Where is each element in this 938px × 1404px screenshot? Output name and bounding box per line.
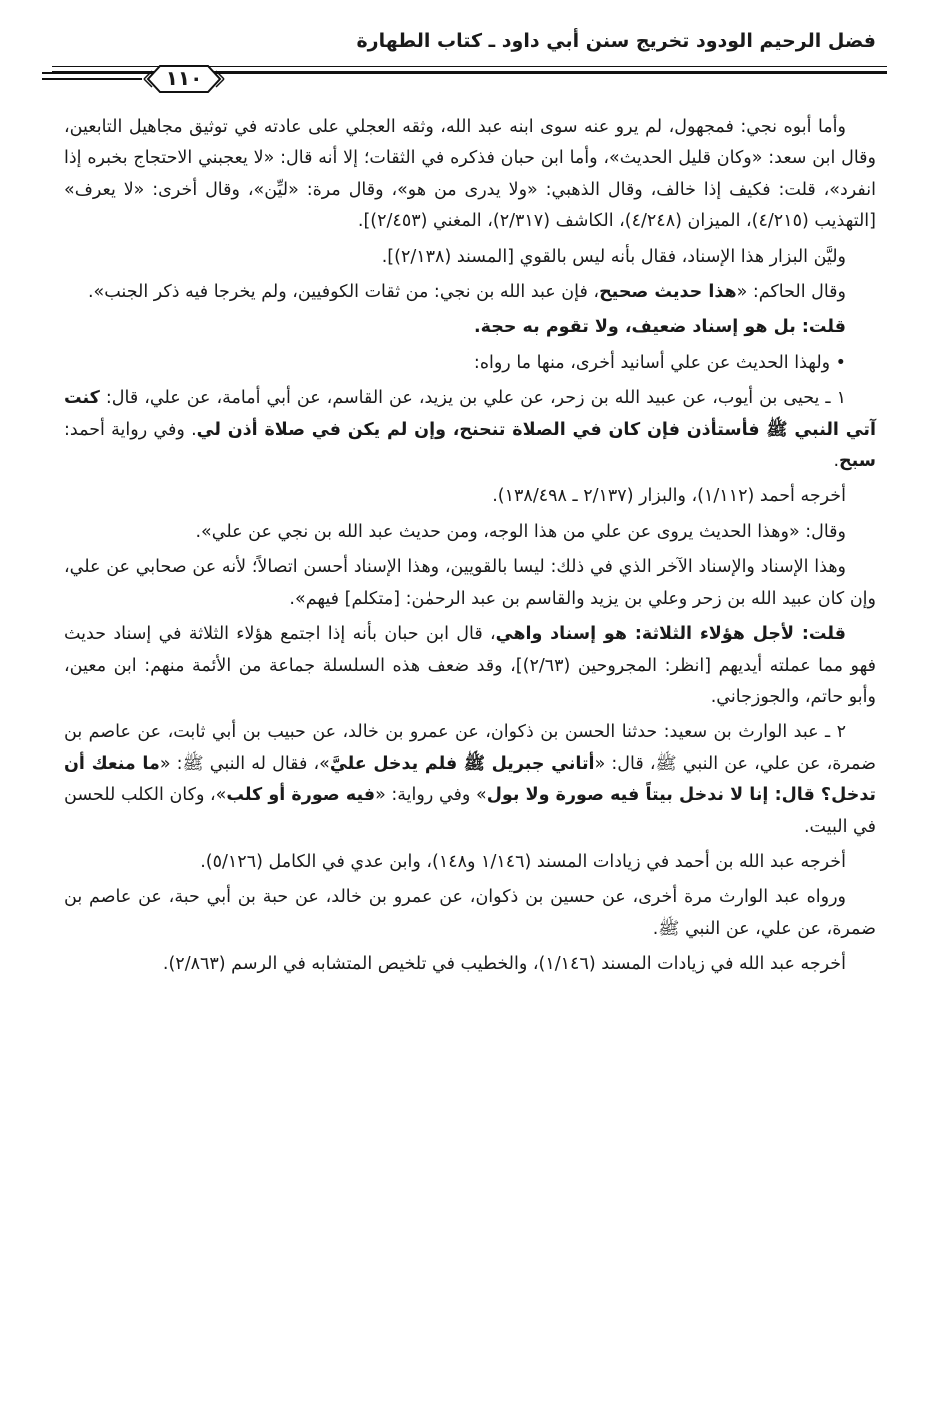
bold-text-run: هذا حديث صحيح [599, 282, 737, 303]
text-run: . [833, 451, 840, 472]
paragraph [64, 277, 876, 308]
paragraph [64, 619, 876, 713]
text-run: أخرجه أحمد (١/١١٢)، والبزار (٢/١٣٧ ـ ١٣٨/٤٩٨). [492, 486, 846, 507]
paragraph [64, 552, 876, 615]
text-run: وقال الحاكم: « [736, 282, 846, 303]
page-number-lines [42, 72, 142, 80]
paragraph [64, 882, 876, 945]
bold-text-run: قلت: لأجل هؤلاء الثلاثة: هو إسناد واهي [495, 624, 846, 645]
paragraph [64, 383, 876, 477]
paragraph [64, 348, 876, 379]
bold-text-run: قلت: بل هو إسناد ضعيف، ولا تقوم به حجة. [473, 317, 846, 338]
text-run: . وفي رواية أحمد: [64, 419, 197, 440]
paragraph [64, 517, 876, 548]
text-run: • ولهذا الحديث عن علي أسانيد أخرى، منها ما رواه: [473, 352, 846, 373]
paragraph [64, 717, 876, 843]
bold-text-run: فيه صورة أو كلب [226, 785, 376, 806]
page-body-text [64, 112, 876, 985]
paragraph [64, 949, 876, 980]
text-run: ، قال ابن حبان بأنه إذا اجتمع هؤلاء الثلاثة في إسناد حديث فهو مما عملته أيديهم [انظر: المجروحين (٢/٦٣)]، وقد ضعف هذه السلسلة جماعة من الأئمة منهم: ابن معين، وأبو حاتم، والجوزجاني. [64, 624, 877, 707]
paragraph [64, 112, 876, 238]
paragraph [64, 481, 876, 512]
text-run: وليَّن البزار هذا الإسناد، فقال بأنه ليس بالقوي [المسند (٢/١٣٨)]. [381, 246, 846, 267]
paragraph [64, 242, 876, 273]
text-run: ١ ـ يحيى بن أيوب، عن عبيد الله بن زحر، عن علي بن يزيد، عن القاسم، عن أبي أمامة، عن علي، قال: [99, 388, 846, 409]
page-number: ١١٠ [165, 66, 203, 90]
text-run: ، فإن عبد الله بن نجي: من ثقات الكوفيين، ولم يخرجا فيه ذكر الجنب». [87, 282, 600, 303]
page-number-ornament [42, 60, 262, 100]
bold-text-run: أتاني جبريل ﷺ فلم يدخل عليَّ [329, 753, 595, 774]
running-header-title: فضل الرحيم الودود تخريج سنن أبي داود ـ كتاب الطهارة [356, 30, 876, 52]
text-run: »، فقال له النبي ﷺ: « [159, 753, 330, 774]
bold-text-run: ما منعك أن تدخل؟ قال: إنا لا ندخل بيتاً فيه صورة ولا بول [64, 753, 876, 806]
text-run: ورواه عبد الوارث مرة أخرى، عن حسين بن ذكوان، عن عمرو بن خالد، عن حبة بن أبي حبة، عن عاصم بن ضمرة، عن علي، عن النبي ﷺ. [64, 887, 876, 939]
text-run: »، وكان الكلب للحسن في البيت. [64, 785, 876, 837]
paragraph [64, 847, 876, 878]
text-run: وأما أبوه نجي: فمجهول، لم يرو عنه سوى ابنه عبد الله، وثقه العجلي على عادته في توثيق مجاهيل التابعين، وقال ابن سعد: «وكان قليل الحديث»، وأما ابن حبان فذكره في الثقات؛ إلا أنه قال: «لا يعجبني الاحتجاج بخبره إذا انفرد»، قلت: فكيف إذا خالف، وقال الذهبي: «ولا يدرى من هو»، وقال مرة: «ليِّن»، وقال أخرى: «لا يعرف» [التهذيب (٤/٢١٥)، الميزان (٤/٢٤٨)، الكاشف (٢/٣١٧)، المغني (٢/٤٥٣)]. [64, 117, 876, 232]
text-run: » وفي رواية: « [375, 785, 487, 806]
text-run: أخرجه عبد الله بن أحمد في زيادات المسند (١/١٤٦ و١٤٨)، وابن عدي في الكامل (٥/١٢٦). [200, 851, 846, 872]
text-run: أخرجه عبد الله في زيادات المسند (١/١٤٦)، والخطيب في تلخيص المتشابه في الرسم (٢/٨٦٣). [162, 954, 846, 975]
text-run: وقال: «وهذا الحديث يروى عن علي من هذا الوجه، ومن حديث عبد الله بن نجي عن علي». [195, 521, 846, 542]
bold-text-run: كنت آتي النبي ﷺ فأستأذن فإن كان في الصلاة تنحنح، وإن لم يكن في صلاة أذن لي [64, 388, 876, 440]
page-number-badge [142, 62, 226, 94]
paragraph [64, 312, 876, 343]
bold-text-run: سبح [839, 451, 876, 472]
text-run: وهذا الإسناد والإسناد الآخر الذي في ذلك: ليسا بالقويين، وهذا الإسناد أحسن اتصالاً؛ لأنه عن صحابي عن علي، وإن كان عبيد الله بن زحر وعلي بن يزيد والقاسم بن عبد الرحمٰن: [متكلم] فيهم». [64, 557, 876, 609]
text-run: ٢ ـ عبد الوارث بن سعيد: حدثنا الحسن بن ذكوان، عن عمرو بن خالد، عن حبيب بن أبي ثابت، عن عاصم بن ضمرة، عن علي، عن النبي ﷺ، قال: « [64, 722, 877, 774]
